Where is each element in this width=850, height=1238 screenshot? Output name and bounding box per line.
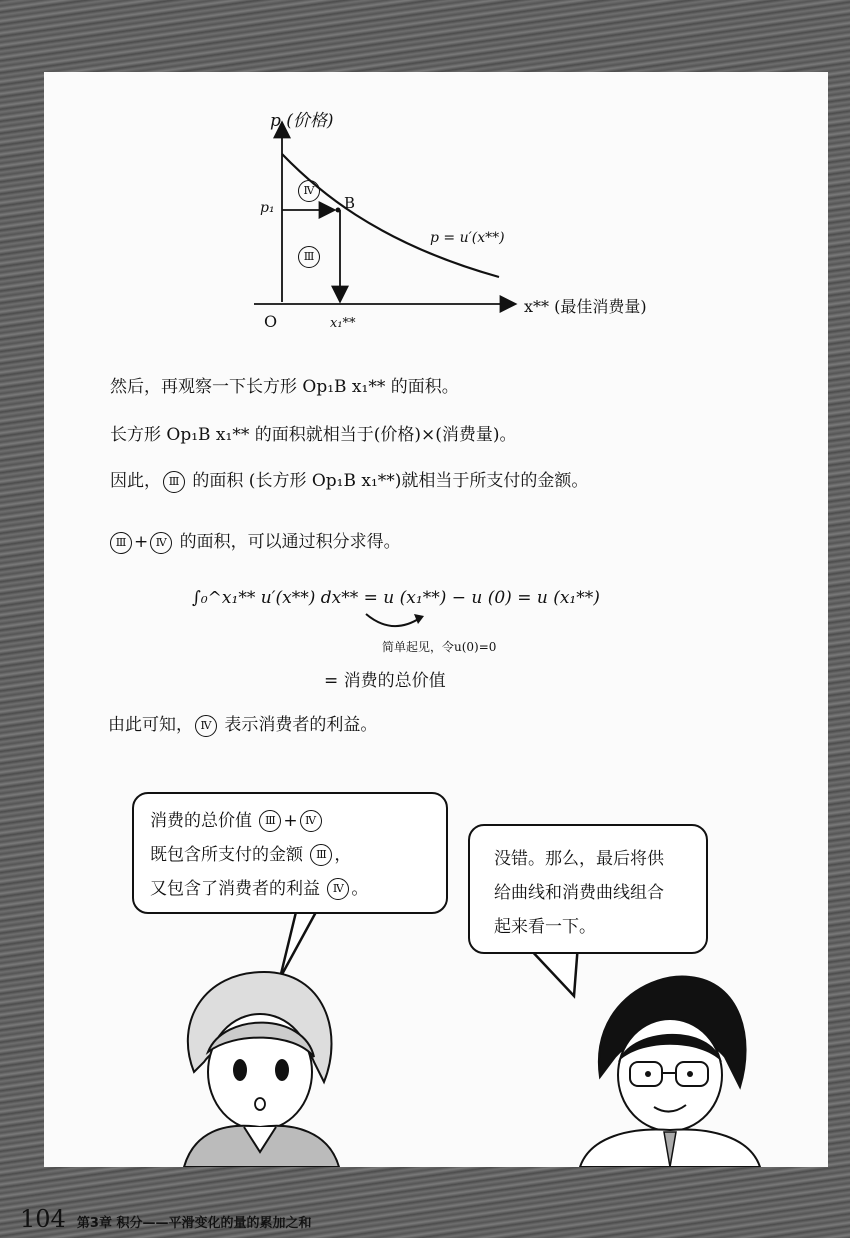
roman-iv-circle: Ⅳ	[195, 715, 217, 737]
paragraph-5-rest: 表示消费者的利益。	[219, 715, 378, 735]
x-axis-label: x** (最佳消费量)	[524, 297, 647, 316]
bubble-right-line-3: 起来看一下。	[494, 917, 596, 937]
page-footer	[20, 1205, 311, 1233]
period: 。	[351, 879, 369, 899]
curve-equation: p = u′(x**)	[430, 230, 505, 246]
girl-character	[164, 962, 354, 1167]
chapter-title: 第3章 积分——平滑变化的量的累加之和	[76, 1216, 312, 1231]
bubble-left-line-3	[150, 872, 446, 906]
speech-bubble-right	[468, 824, 708, 954]
roman-iv-circle: Ⅳ	[327, 878, 349, 900]
bubble-left-line-1-text: 消费的总价值	[150, 811, 252, 831]
page-number: 104	[20, 1205, 66, 1233]
origin-label: O	[264, 312, 278, 331]
roman-iv-circle: Ⅳ	[150, 532, 172, 554]
roman-iv-circle: Ⅳ	[300, 810, 322, 832]
bubble-left-line-3-text: 又包含了消费者的利益	[150, 879, 320, 899]
page	[44, 72, 828, 1167]
p1-label: p₁	[260, 200, 275, 216]
roman-iii-circle: Ⅲ	[163, 471, 185, 493]
plus-sign: +	[134, 532, 149, 552]
paragraph-5-lead: 由此可知，	[108, 715, 193, 735]
formula-result: = 消费的总价值	[324, 671, 446, 691]
paragraph-4-rest: 的面积，可以通过积分求得。	[174, 532, 401, 552]
paragraph-1: 然后，再观察一下长方形 Op₁B x₁** 的面积。	[110, 377, 459, 397]
paragraph-3-lead: 因此，	[110, 471, 161, 491]
x1-label: x₁**	[330, 316, 356, 331]
bubble-left-line-2-text: 既包含所支付的金额	[150, 845, 303, 865]
roman-iii-circle: Ⅲ	[259, 810, 281, 832]
integral-formula: ∫₀^x₁** u′(x**) dx** = u (x₁**) − u (0) = u (x₁**)	[192, 588, 600, 608]
formula-note: 简单起见，令u(0)=0	[382, 640, 497, 654]
plus-sign: +	[283, 811, 298, 831]
boy-character	[570, 967, 770, 1167]
paragraph-3-rest: 的面积 (长方形 Op₁B x₁**)就相当于所支付的金额。	[187, 471, 589, 491]
paragraph-2: 长方形 Op₁B x₁** 的面积就相当于(价格)×(消费量)。	[110, 425, 517, 445]
bubble-right-line-2: 给曲线和消费曲线组合	[494, 883, 664, 903]
bubble-left-line-2	[150, 838, 446, 872]
region-iv-circle: Ⅳ	[298, 180, 320, 202]
bubble-right-line-1: 没错。那么，最后将供	[494, 849, 664, 869]
point-b-label: B	[344, 194, 356, 212]
bubble-left-line-1	[150, 804, 446, 838]
roman-iii-circle: Ⅲ	[310, 844, 332, 866]
roman-iii-circle: Ⅲ	[110, 532, 132, 554]
y-axis-label: p (价格)	[270, 111, 334, 131]
region-iii-circle: Ⅲ	[298, 246, 320, 268]
comma: ，	[334, 845, 352, 865]
speech-bubble-left	[132, 792, 448, 914]
